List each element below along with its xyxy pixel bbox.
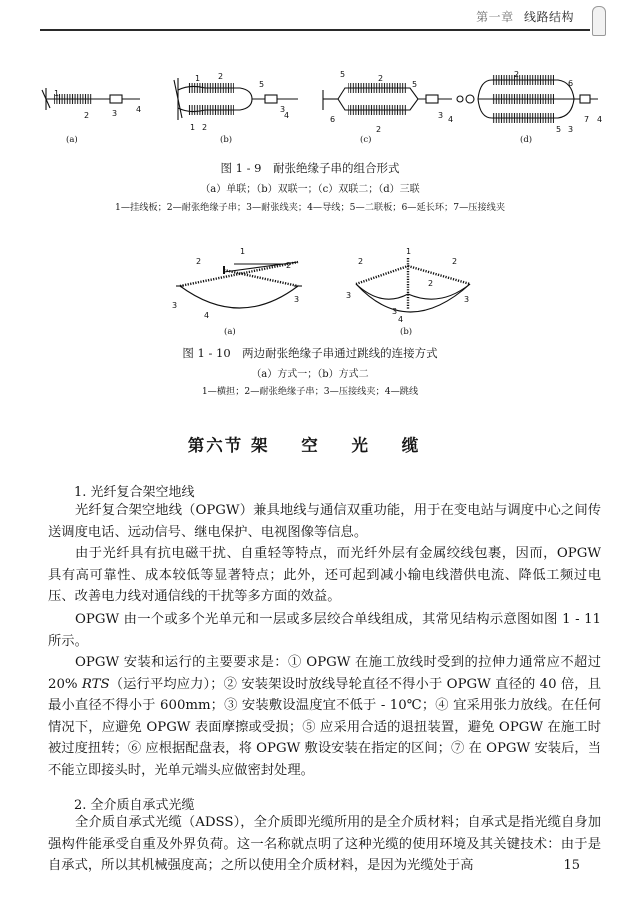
section-number: 第六节 [187,436,244,455]
fig-1-10-a [176,262,302,308]
svg-text:3: 3 [568,125,574,134]
svg-text:1: 1 [54,89,60,98]
svg-text:5: 5 [340,70,346,79]
fig-1-9-label-b: (b) [220,135,233,145]
svg-text:2: 2 [358,257,364,266]
svg-text:5: 5 [412,80,418,89]
svg-text:3: 3 [172,301,178,310]
page-corner-tab [592,6,606,36]
paragraph-opgw-features: 由于光纤具有抗电磁干扰、自重轻等特点，而光纤外层有金属绞线包裹，因而，OPGW 具有高可靠性、成本较低等显著特点；此外，还可起到减小输电线潜供电流、降低工频过电压、改善电力线对通信线的干扰等多方面的效益。 [48,546,601,605]
svg-text:2: 2 [196,257,202,266]
svg-text:6: 6 [568,79,574,88]
subsection-2-heading: 2. 全介质自承式光缆 [74,798,195,813]
paragraph-opgw-structure: OPGW 由一个或多个光单元和一层或多层绞合单线组成，其常见结构示意图如图 1 - 11 所示。 [48,612,601,649]
fig-1-9-caption: 图 1 - 9 耐张绝缘子串的组合形式 [220,161,400,175]
req-text-a: OPGW 安装和运行的主要要求是：① OPGW 在施工放线时受到的拉伸力通常应不超过 20% [48,655,601,692]
fig-1-9-label-a: (a) [66,135,78,145]
svg-text:2: 2 [452,257,458,266]
fig-1-10-legend: 1—横担；2—耐张绝缘子串；3—压接线夹；4—跳线 [201,386,419,397]
header-chapter: 第一章 [476,10,514,24]
figure-1-9-diagram [40,60,603,160]
svg-text:2: 2 [202,123,208,132]
svg-text:2: 2 [376,125,382,134]
fig-1-9-legend: 1—挂线板；2—耐张绝缘子串；3—耐张线夹；4—导线；5—二联板；6—延长环；7—压接线夹 [114,202,506,213]
svg-text:4: 4 [136,105,142,114]
section-name: 架 空 光 缆 [251,436,433,455]
svg-text:7: 7 [584,115,590,124]
svg-text:2: 2 [378,74,384,83]
svg-text:2: 2 [286,261,292,270]
header-rule [40,29,590,31]
svg-text:4: 4 [597,115,603,124]
page-number: 15 [563,858,580,873]
svg-text:3: 3 [392,307,398,316]
fig-1-10-b [356,258,470,312]
paragraph-adss: 全介质自承式光缆（ADSS），全介质即光缆所用的是全介质材料；自承式是指光缆自身加强构件能承受自重及外界负荷。这一名称就点明了这种光缆的使用环境及其关键技术：由于是自承式，所以其机械强度高；之所以使用全介质材料，是因为光缆处于高 [48,815,601,874]
svg-text:1: 1 [240,247,246,256]
svg-text:1: 1 [195,74,201,83]
svg-text:1: 1 [406,247,412,256]
svg-text:5: 5 [556,125,562,134]
svg-text:2: 2 [514,70,520,79]
svg-text:3: 3 [112,109,118,118]
figure-1-10-diagram [160,244,500,336]
paragraph-opgw-requirements [48,652,601,782]
svg-text:2: 2 [218,72,224,81]
svg-text:4: 4 [398,315,404,324]
svg-text:2: 2 [428,279,434,288]
fig-1-9-c [323,83,452,115]
svg-text:4: 4 [284,111,290,120]
svg-text:5: 5 [259,80,265,89]
fig-1-9-label-c: (c) [360,135,372,145]
svg-text:2: 2 [84,111,90,120]
fig-1-10-subcaption: （a）方式一；（b）方式二 [251,369,369,380]
fig-1-9-d [457,75,598,123]
svg-text:3: 3 [438,111,444,120]
svg-text:3: 3 [294,295,300,304]
header-title: 线路结构 [523,10,574,24]
svg-text:1: 1 [190,123,196,132]
fig-1-10-label-a: (a) [224,327,236,337]
svg-text:3: 3 [280,105,286,114]
subsection-1-heading: 1. 光纤复合架空地线 [74,485,195,500]
paragraph-opgw-intro: 光纤复合架空地线（OPGW）兼具地线与通信双重功能，用于在变电站与调度中心之间传送调度电话、远动信号、继电保护、电视图像等信息。 [48,503,601,540]
fig-1-9-label-d: (d) [520,135,533,145]
svg-text:3: 3 [464,295,470,304]
req-text-b: （运行平均应力）；② 安装架设时放线导轮直径不得小于 OPGW 直径的 40 倍，且最小直径不得小于 600mm；③ 安装敷设温度宜不低于 - 10℃；④ 宜采用张力放线。在任何情况下，应避免 OPGW 表面摩擦或受损；⑤ 应采用合适的退扭装置，避免 OPGW 在施工时被过度扭转；⑥ 应根据配盘表，将 OPGW 敷设安装在指定的区间；⑦ 在 OPGW 安装后，当不能立即接头时，光单元端头应做密封处理。 [48,676,602,778]
svg-text:4: 4 [204,311,210,320]
svg-text:6: 6 [330,115,336,124]
fig-1-10-caption: 图 1 - 10 两边耐张绝缘子串通过跳线的连接方式 [182,346,438,360]
svg-text:3: 3 [346,291,352,300]
fig-1-9-subcaption: （a）单联；（b）双联一；（c）双联二；（d）三联 [200,184,420,195]
fig-1-10-label-b: (b) [400,327,413,337]
svg-text:4: 4 [448,115,454,124]
running-header [476,8,574,25]
req-rts: RTS [81,676,110,692]
section-title [0,432,620,456]
